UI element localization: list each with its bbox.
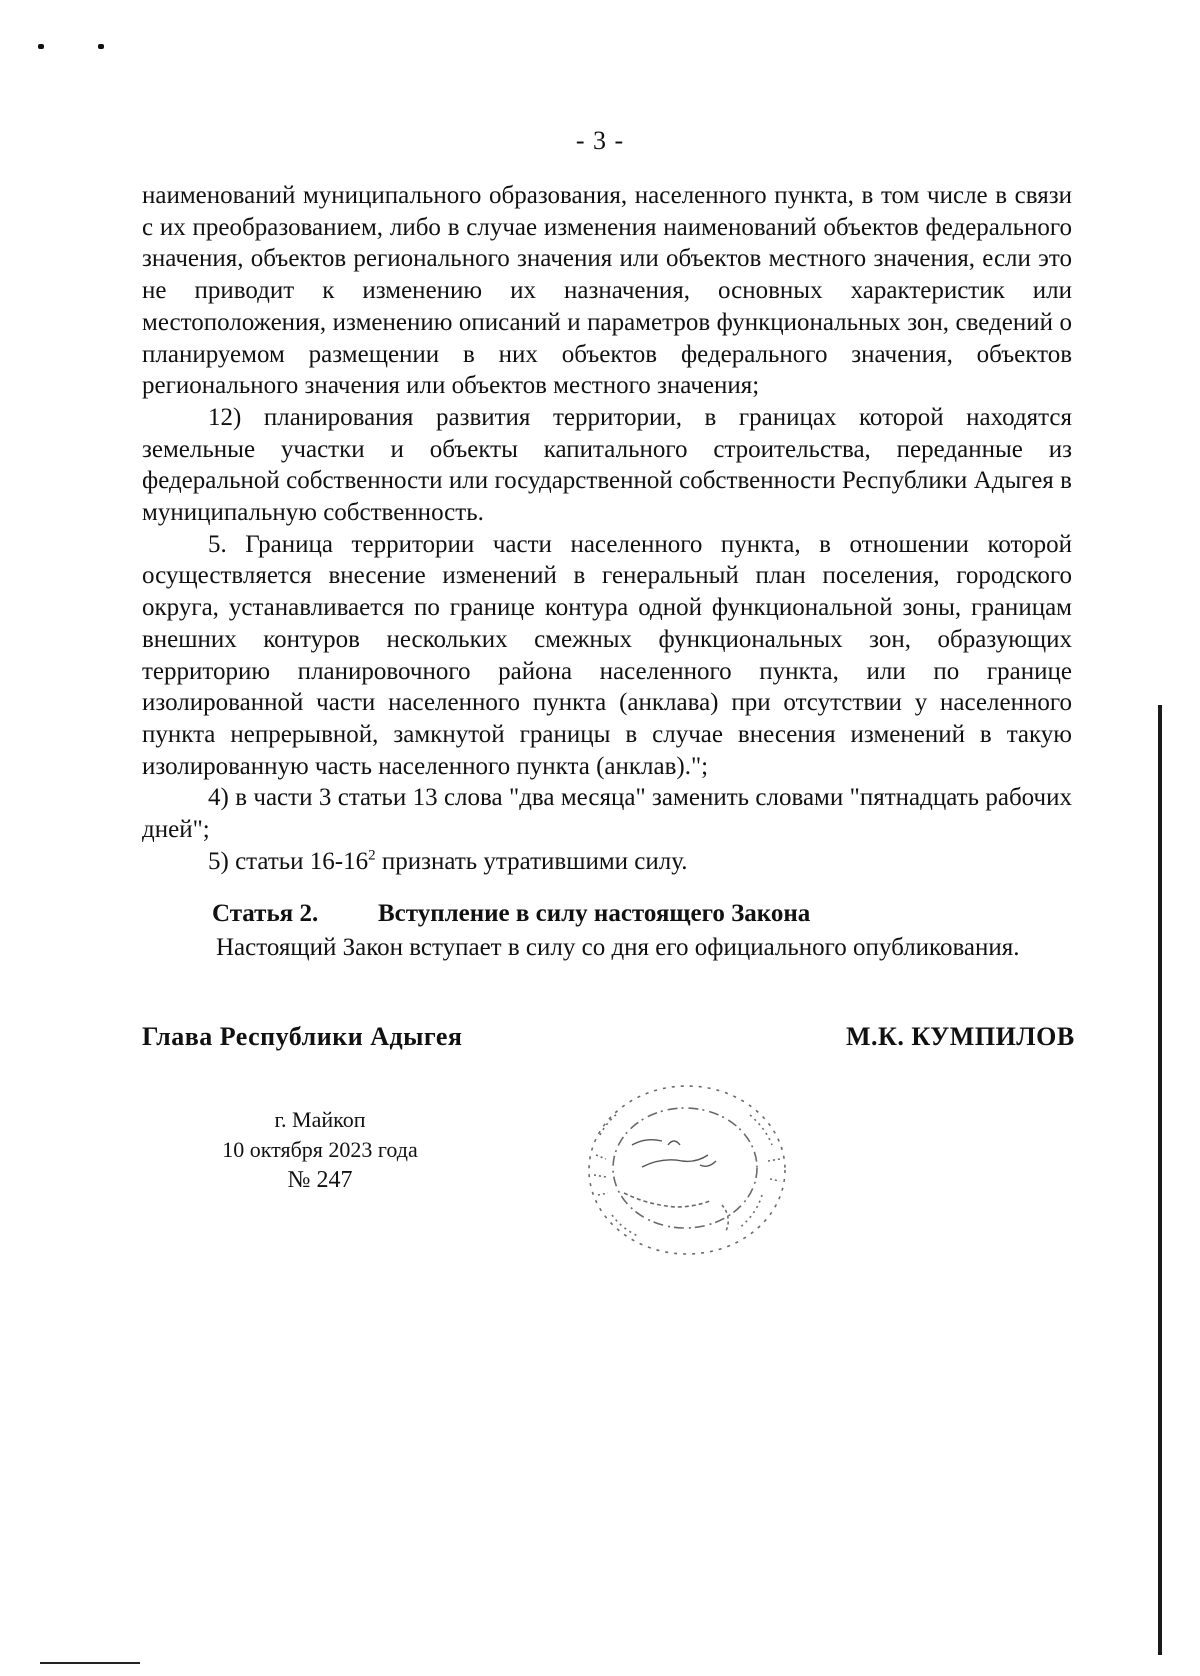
seal-icon — [572, 1075, 802, 1265]
scan-mark — [98, 44, 104, 49]
paragraph: наименований муниципального образования, населенного пункта, в том числе в связи с их преобразованием, либо в случае изменения наименований объектов федерального значения, объектов регионального значения или объектов местного значения, если это не приводит к изменению их назначения, основных характеристик или местоположения, изменению описаний и параметров функциональных зон, сведений о планируемом размещении в них объектов федерального значения, объектов регионального значения или объектов местного значения; — [142, 182, 1072, 400]
law-number: № 247 — [287, 1167, 353, 1193]
paragraph — [142, 846, 1072, 878]
article-number: Статья 2. — [212, 900, 319, 927]
article-text: Настоящий Закон вступает в силу со дня его официального опубликования. — [216, 934, 1020, 961]
paragraph: 4) в части 3 статьи 13 слова "два месяца" заменить словами "пятнадцать рабочих дней"; — [142, 784, 1072, 844]
paragraph-text: признать утратившими силу. — [375, 847, 688, 875]
signatory-position: Глава Республики Адыгея — [142, 1022, 463, 1051]
article-heading — [212, 898, 810, 930]
paragraph-text: 5) статьи 16-16 — [208, 847, 369, 875]
signatory-name: М.К. КУМПИЛОВ — [846, 1022, 1075, 1051]
page-number: - 3 - — [575, 126, 625, 155]
place-date-block — [190, 1105, 450, 1195]
official-seal-stamp — [572, 1075, 802, 1265]
superscript: 2 — [368, 847, 376, 864]
body-text — [142, 180, 1072, 877]
city: г. Майкоп — [274, 1107, 366, 1132]
scan-mark — [38, 44, 44, 49]
date: 10 октября 2023 года — [222, 1137, 418, 1162]
article-heading-block — [212, 898, 810, 930]
paragraph: 12) планирования развития территории, в границах которой находятся земельные участки и объекты капитального строительства, переданные из федеральной собственности или государственной собственности Республики Адыгея в муниципальную собственность. — [142, 403, 1072, 527]
footnote-rule — [40, 1662, 140, 1664]
scan-edge-bar — [1158, 705, 1162, 1655]
article-title: Вступление в силу настоящего Закона — [378, 900, 811, 927]
paragraph: 5. Граница территории части населенного пункта, в отношении которой осуществляется внесение изменений в генеральный план поселения, городского округа, устанавливается по границе контура одной функциональной зоны, границам внешних контуров нескольких смежных функциональных зон, образующих территорию планировочного района населенного пункта, или по границе изолированной части населенного пункта (анклава) при отсутствии у населенного пункта непрерывной, замкнутой границы в случае внесения изменений в такую изолированную часть населенного пункта (анклав)."; — [142, 530, 1072, 780]
